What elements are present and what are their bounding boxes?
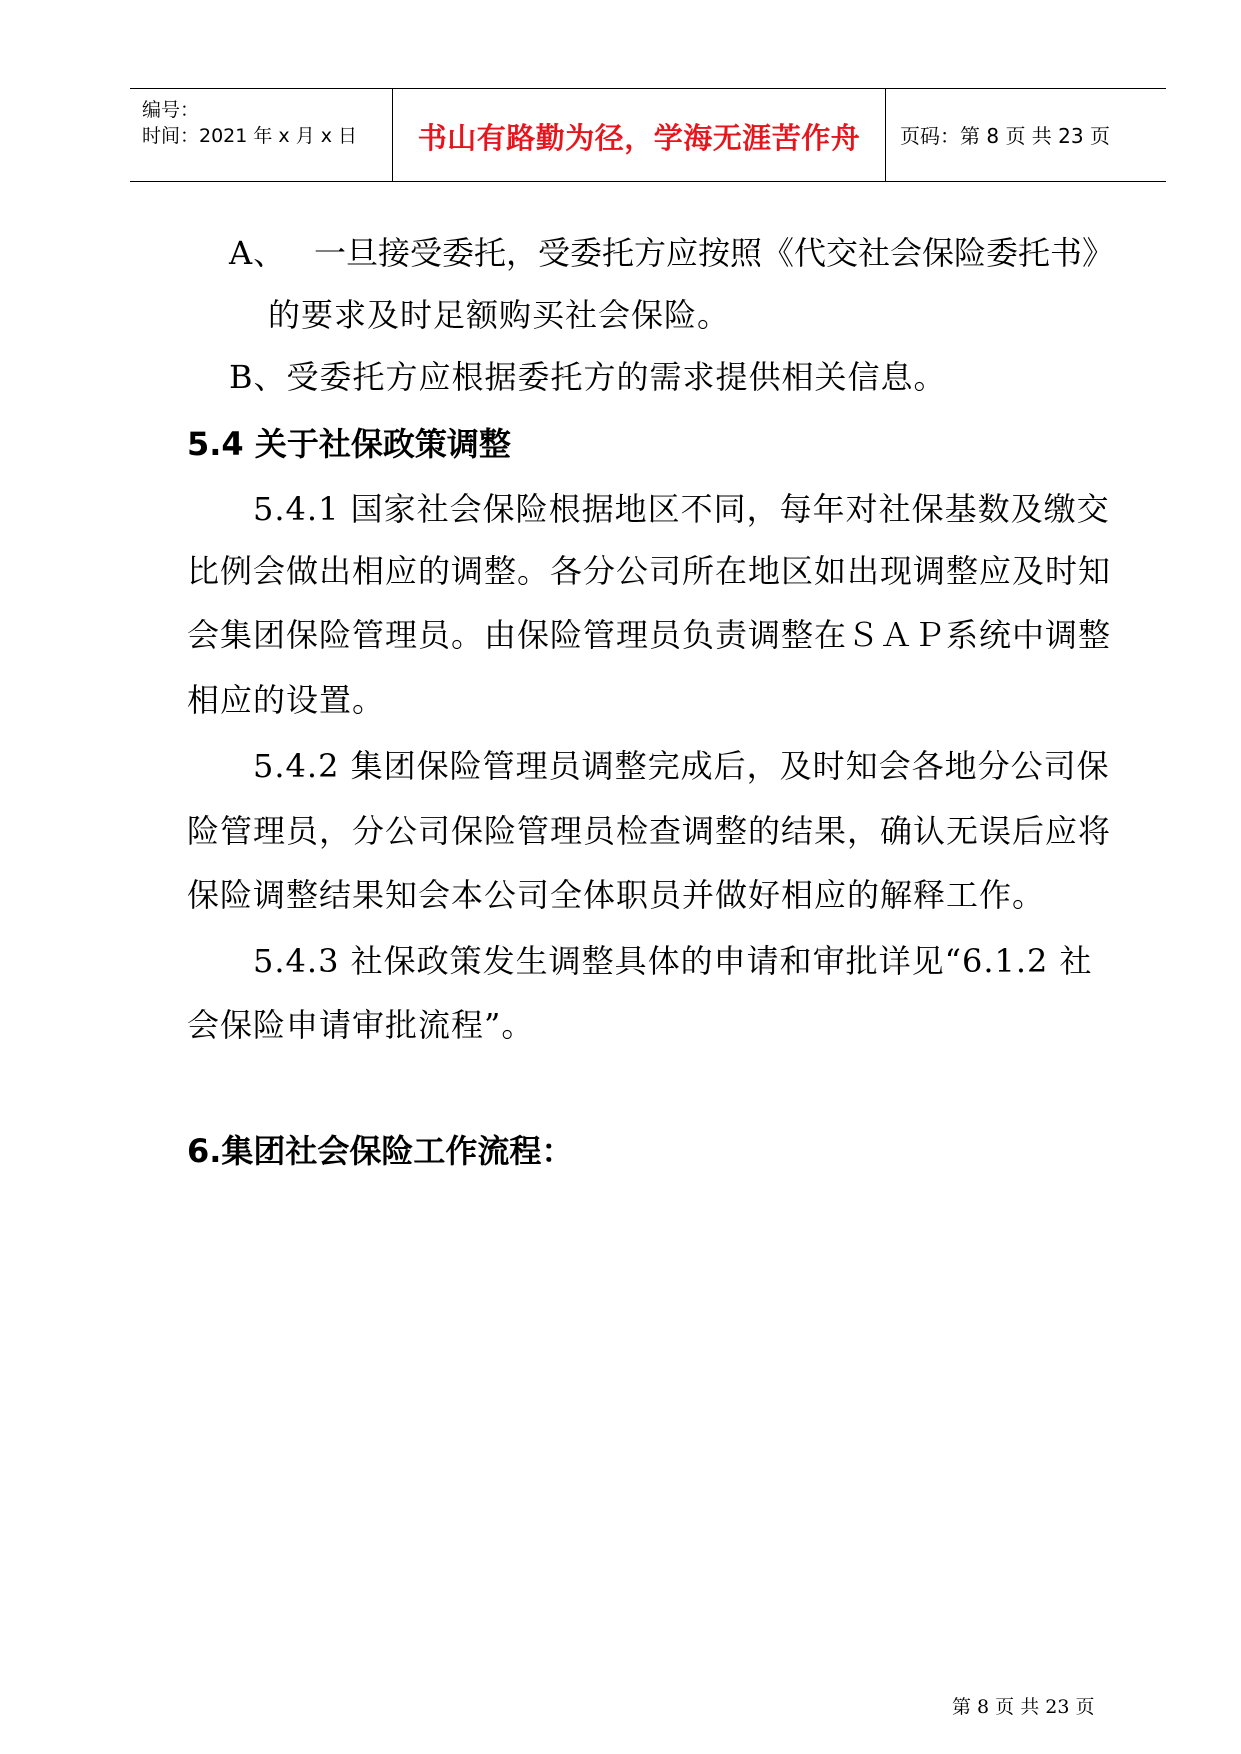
paragraph-5-4-2-line-1: 5.4.2 集团保险管理员调整完成后，及时知会各地分公司保	[253, 747, 1110, 785]
section-5-4-heading: 5.4 关于社保政策调整	[187, 425, 511, 463]
document-time-label: 时间：2021 年 x 月 x 日	[142, 125, 358, 147]
section-6-heading: 6.集团社会保险工作流程：	[187, 1132, 574, 1170]
paragraph-5-4-2-line-3: 保险调整结果知会本公司全体职员并做好相应的解释工作。	[187, 876, 1046, 914]
paragraph-5-4-3-line-1: 5.4.3 社保政策发生调整具体的申请和审批详见“6.1.2 社	[253, 942, 1093, 980]
paragraph-5-4-1-line-3: 会集团保险管理员。由保险管理员负责调整在ＳＡＰ系统中调整	[187, 616, 1112, 654]
document-number-label: 编号：	[142, 99, 200, 121]
item-b: B、受委托方应根据委托方的需求提供相关信息。	[229, 358, 947, 396]
item-a-marker: A、	[229, 234, 287, 272]
item-a-line-1: 一旦接受委托，受委托方应按照《代交社会保险委托书》	[314, 234, 1115, 272]
footer-page-info: 第 8 页 共 23 页	[952, 1696, 1095, 1718]
item-a-line-2: 的要求及时足额购买社会保险。	[268, 296, 731, 334]
header-motto-cell	[392, 89, 886, 181]
header-page-cell	[886, 89, 1166, 181]
header-page-info: 页码：第 8 页 共 23 页	[900, 124, 1110, 148]
paragraph-5-4-1-line-2: 比例会做出相应的调整。各分公司所在地区如出现调整应及时知	[187, 552, 1112, 590]
header-motto: 书山有路勤为径，学海无涯苦作舟	[417, 121, 861, 155]
paragraph-5-4-1-line-1: 5.4.1 国家社会保险根据地区不同，每年对社保基数及缴交	[253, 490, 1110, 528]
paragraph-5-4-1-line-4: 相应的设置。	[187, 681, 386, 719]
paragraph-5-4-2-line-2: 险管理员，分公司保险管理员检查调整的结果，确认无误后应将	[187, 812, 1112, 850]
paragraph-5-4-3-line-2: 会保险申请审批流程”。	[187, 1006, 535, 1044]
header-meta-cell	[130, 89, 392, 181]
page-header	[130, 88, 1166, 182]
